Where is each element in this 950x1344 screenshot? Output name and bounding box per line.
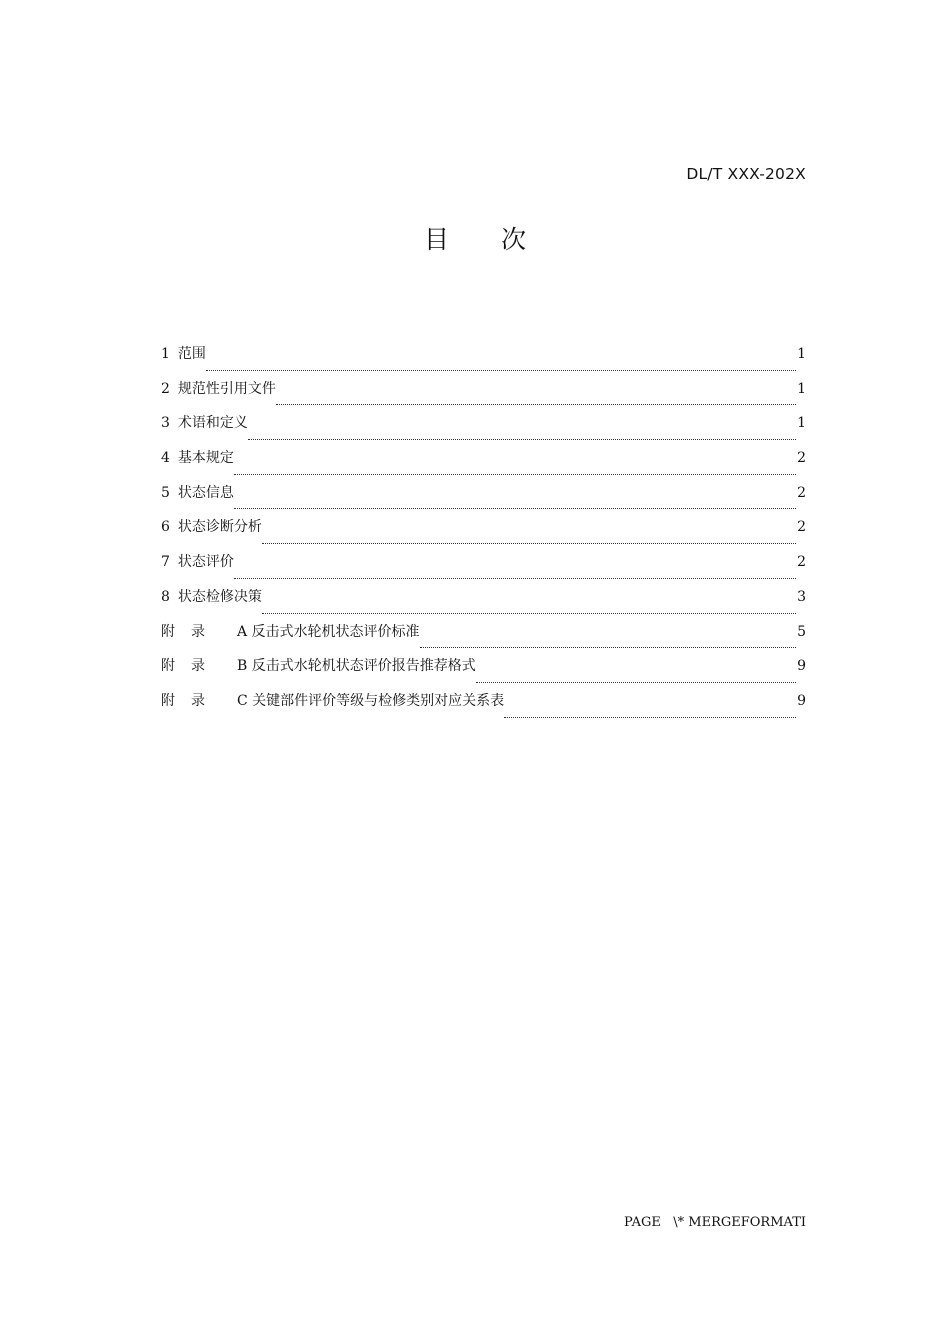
dot-leader (504, 716, 796, 718)
dot-leader (262, 612, 796, 614)
toc-title: 目 次 (424, 225, 548, 254)
toc-entry-status-information[interactable] (161, 483, 806, 518)
page-number-field: PAGE \* MERGEFORMATI (624, 1215, 806, 1230)
toc-entry-title: A 反击式水轮机状态评价标准 (237, 623, 420, 640)
toc-entry-title: 状态检修决策 (177, 588, 262, 605)
toc-entry-page: 1 (797, 415, 806, 432)
toc-entry-appendix-a[interactable] (161, 622, 806, 657)
toc-entry-title: C 关键部件评价等级与检修类别对应关系表 (237, 692, 505, 709)
toc-entry-page: 1 (797, 346, 806, 362)
toc-entry-title: B 反击式水轮机状态评价报告推荐格式 (237, 658, 476, 675)
toc-entry-number: 3 (161, 415, 170, 432)
toc-entry-page: 3 (797, 588, 806, 605)
toc-entry-number: 6 (161, 519, 170, 536)
toc-entry-page: 5 (797, 623, 806, 640)
dot-leader (234, 507, 796, 509)
toc-entry-appendix-label: 附录 (161, 623, 221, 640)
dot-leader (420, 646, 797, 648)
toc-entry-appendix-b[interactable] (161, 656, 806, 691)
toc-entry-title: 状态评价 (177, 554, 234, 571)
dot-leader (206, 369, 796, 371)
dot-leader (248, 438, 796, 440)
dot-leader (276, 403, 796, 405)
toc-entry-title: 基本规定 (177, 450, 234, 467)
toc-entry-appendix-label: 附录 (161, 658, 221, 675)
toc-entry-title: 范围 (177, 346, 206, 362)
toc-entry-number: 8 (161, 588, 170, 605)
toc-entry-maintenance-decision[interactable] (161, 587, 806, 622)
toc-entry-scope[interactable] (161, 344, 806, 379)
toc-entry-appendix-label: 附录 (161, 692, 221, 709)
toc-entry-terms-definitions[interactable] (161, 413, 806, 448)
toc-entry-title: 状态信息 (177, 484, 234, 501)
toc-entry-title: 规范性引用文件 (177, 380, 276, 397)
toc-entry-page: 2 (797, 519, 806, 536)
toc-entry-basic-provisions[interactable] (161, 448, 806, 483)
toc-entry-page: 1 (797, 380, 806, 397)
dot-leader (234, 473, 796, 475)
toc-entry-title: 状态诊断分析 (177, 519, 262, 536)
toc-entry-number: 5 (161, 484, 170, 501)
toc-entry-status-evaluation[interactable] (161, 552, 806, 587)
dot-leader (262, 542, 796, 544)
table-of-contents (161, 344, 806, 726)
toc-entry-page: 9 (797, 692, 806, 709)
dot-leader (234, 577, 796, 579)
toc-entry-page: 2 (797, 484, 806, 501)
dot-leader (476, 681, 796, 683)
toc-entry-number: 2 (161, 380, 170, 397)
toc-entry-title: 术语和定义 (177, 415, 248, 432)
toc-entry-page: 9 (797, 658, 806, 675)
document-code: DL/T XXX-202X (686, 165, 806, 183)
toc-entry-normative-references[interactable] (161, 379, 806, 414)
toc-entry-page: 2 (797, 554, 806, 571)
toc-entry-page: 2 (797, 450, 806, 467)
toc-entry-number: 4 (161, 450, 170, 467)
toc-entry-number: 1 (161, 346, 170, 362)
toc-entry-number: 7 (161, 554, 170, 571)
toc-entry-status-diagnosis[interactable] (161, 517, 806, 552)
toc-entry-appendix-c[interactable] (161, 691, 806, 726)
